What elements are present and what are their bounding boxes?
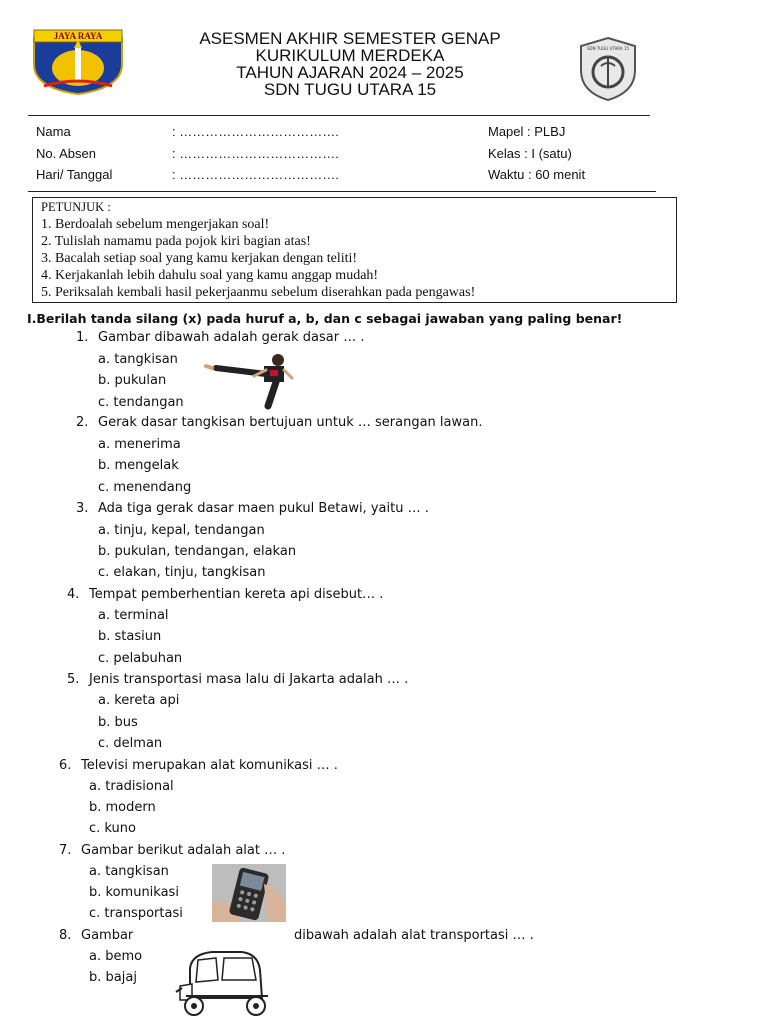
- petunjuk-item: 2. Tulislah namamu pada pojok kiri bagian atas!: [41, 234, 311, 249]
- waktu-label: Waktu : 60 menit: [488, 167, 586, 182]
- question-2-num: 2.: [76, 415, 89, 430]
- absen-label: No. Absen: [36, 146, 96, 161]
- petunjuk-item: 3. Bacalah setiap soal yang kamu kerjakan dengan teliti!: [41, 251, 358, 266]
- q5-option-a[interactable]: a. kereta api: [98, 693, 180, 708]
- q4-option-b[interactable]: b. stasiun: [98, 629, 162, 644]
- petunjuk-box: [32, 197, 677, 303]
- question-4-num: 4.: [67, 587, 80, 602]
- header-title-1: ASESMEN AKHIR SEMESTER GENAP: [199, 29, 501, 48]
- q2-option-c[interactable]: c. menendang: [98, 480, 192, 495]
- q5-option-b[interactable]: b. bus: [98, 715, 138, 730]
- q2-option-a[interactable]: a. menerima: [98, 437, 181, 452]
- q8-option-a[interactable]: a. bemo: [89, 949, 143, 964]
- q4-option-a[interactable]: a. terminal: [98, 608, 169, 623]
- q7-option-c[interactable]: c. transportasi: [89, 906, 183, 921]
- school-seal-logo: [575, 36, 641, 102]
- q6-option-b[interactable]: b. modern: [89, 800, 156, 815]
- question-5-text: Jenis transportasi masa lalu di Jakarta adalah … .: [89, 672, 409, 687]
- absen-field[interactable]: : ……………………………….: [172, 146, 339, 161]
- question-6-num: 6.: [59, 758, 72, 773]
- question-8-num: 8.: [59, 928, 72, 943]
- q5-option-c[interactable]: c. delman: [98, 736, 163, 751]
- petunjuk-item: 5. Periksalah kembali hasil pekerjaanmu sebelum diserahkan pada pengawas!: [41, 285, 476, 300]
- q7-option-b[interactable]: b. komunikasi: [89, 885, 179, 900]
- petunjuk-title: PETUNJUK :: [41, 200, 111, 214]
- header-divider: [28, 115, 650, 116]
- petunjuk-item: 1. Berdoalah sebelum mengerjakan soal!: [41, 217, 270, 232]
- question-1-text: Gambar dibawah adalah gerak dasar … .: [98, 330, 365, 345]
- seal-text: SDN TUGU UTARA 15: [586, 46, 630, 51]
- kelas-label: Kelas : I (satu): [488, 146, 572, 161]
- q7-option-a[interactable]: a. tangkisan: [89, 864, 169, 879]
- info-divider: [28, 191, 656, 192]
- tanggal-field[interactable]: : ……………………………….: [172, 167, 339, 182]
- question-4-text: Tempat pemberhentian kereta api disebut… .: [89, 587, 384, 602]
- q3-option-c[interactable]: c. elakan, tinju, tangkisan: [98, 565, 266, 580]
- question-8-text: Gambar: [81, 928, 134, 943]
- q8-option-b[interactable]: b. bajaj: [89, 970, 137, 985]
- q4-option-c[interactable]: c. pelabuhan: [98, 651, 183, 666]
- logo-text: JAYA RAYA: [53, 31, 103, 41]
- section-instruction: I.Berilah tanda silang (x) pada huruf a, b, dan c sebagai jawaban yang paling benar!: [27, 311, 623, 326]
- q3-option-b[interactable]: b. pukulan, tendangan, elakan: [98, 544, 297, 559]
- petunjuk-item: 4. Kerjakanlah lebih dahulu soal yang kamu anggap mudah!: [41, 268, 379, 283]
- question-7-num: 7.: [59, 843, 72, 858]
- header-title-2: KURIKULUM MERDEKA: [255, 46, 445, 65]
- mapel-label: Mapel : PLBJ: [488, 124, 566, 139]
- question-2-text: Gerak dasar tangkisan bertujuan untuk … serangan lawan.: [98, 415, 483, 430]
- question-7-text: Gambar berikut adalah alat … .: [81, 843, 286, 858]
- header-title-3: TAHUN AJARAN 2024 – 2025: [236, 63, 464, 82]
- q2-option-b[interactable]: b. mengelak: [98, 458, 179, 473]
- q3-option-a[interactable]: a. tinju, kepal, tendangan: [98, 523, 265, 538]
- question-3-text: Ada tiga gerak dasar maen pukul Betawi, yaitu … .: [98, 501, 429, 516]
- header-title-4: SDN TUGU UTARA 15: [263, 80, 437, 99]
- question-6-text: Televisi merupakan alat komunikasi … .: [81, 758, 338, 773]
- header-titles: [150, 30, 550, 98]
- smartphone-image: [212, 864, 286, 922]
- martial-arts-kick-image: [188, 346, 296, 410]
- petunjuk-list: [41, 216, 475, 301]
- q6-option-a[interactable]: a. tradisional: [89, 779, 174, 794]
- q6-option-c[interactable]: c. kuno: [89, 821, 136, 836]
- tanggal-label: Hari/ Tanggal: [36, 167, 113, 182]
- jaya-raya-logo: [30, 28, 126, 96]
- q1-option-b[interactable]: b. pukulan: [98, 373, 167, 388]
- nama-label: Nama: [36, 124, 71, 139]
- bajaj-image: [172, 948, 276, 1020]
- q1-option-a[interactable]: a. tangkisan: [98, 352, 178, 367]
- question-1-num: 1.: [76, 330, 89, 345]
- question-5-num: 5.: [67, 672, 80, 687]
- question-3-num: 3.: [76, 501, 89, 516]
- question-8-text-after: dibawah adalah alat transportasi … .: [294, 928, 534, 943]
- nama-field[interactable]: : ……………………………….: [172, 124, 339, 139]
- q1-option-c[interactable]: c. tendangan: [98, 395, 184, 410]
